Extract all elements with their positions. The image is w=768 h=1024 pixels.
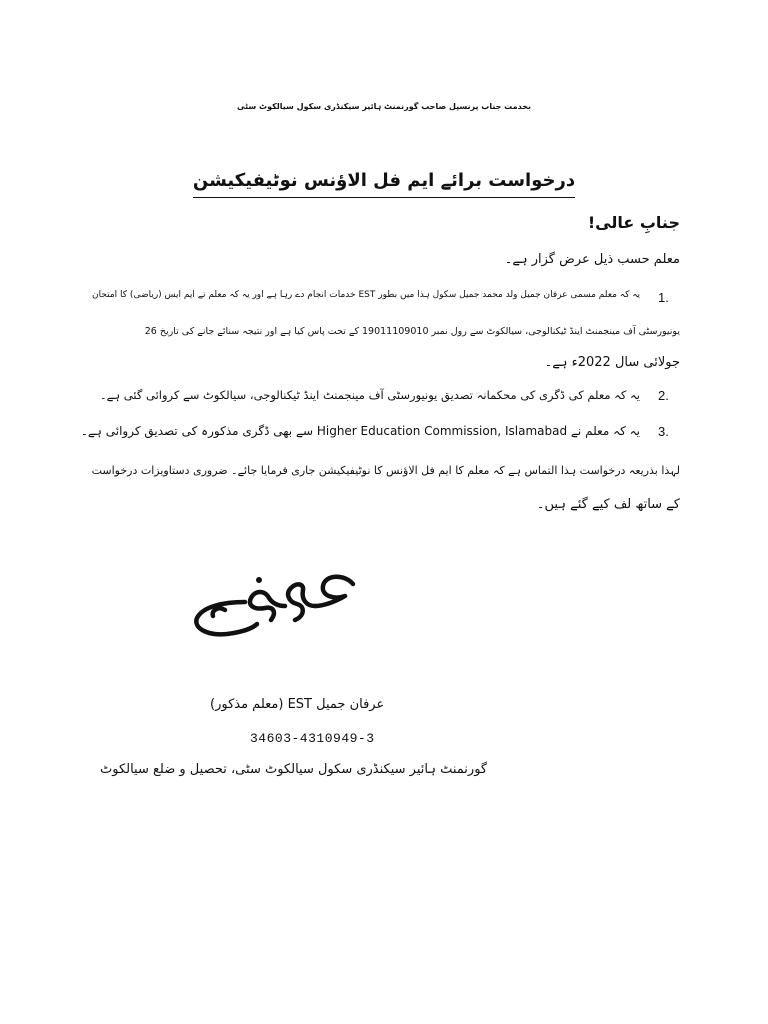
item-1-line-3: جولائی سال 2022ء ہے۔ xyxy=(544,355,680,370)
sender-name: عرفان جمیل EST (معلم مذکور) xyxy=(210,697,385,712)
item-2-number: 2. xyxy=(658,388,669,403)
request-line-1: لہذا بذریعہ درخواست ہذا التماس ہے کہ معلم کا ایم فل الاؤنس کا نوٹیفیکیشن جاری فرمایا جائے۔ ضروری دستاویزات درخواست xyxy=(91,464,680,477)
item-1-number: 1. xyxy=(658,290,669,305)
subject-line: درخواست برائے ایم فل الاؤنس نوٹیفیکیشن xyxy=(193,170,575,198)
subject-container xyxy=(0,170,768,198)
request-line-2: کے ساتھ لف کیے گئے ہیں۔ xyxy=(536,497,680,512)
item-3-line-1: یہ کہ معلم نے Higher Education Commission, Islamabad سے بھی ڈگری مذکورہ کی تصدیق کروائی ہے۔ xyxy=(80,424,640,438)
salutation: جنابِ عالی! xyxy=(587,213,680,232)
item-1-line-2: یونیورسٹی آف مینجمنٹ اینڈ ٹیکنالوجی، سیالکوٹ سے رول نمبر 19011109010 کے تحت پاس کیا ہے اور نتیجہ سنائے جانے کی تاریخ 26 xyxy=(144,326,680,337)
item-1-line-1: یہ کہ معلم مسمی عرفان جمیل ولد محمد جمیل سکول ہذا میں بطور EST خدمات انجام دے رہا ہے اور یہ کہ معلم نے ایم ایس (ریاضی) کا امتحان xyxy=(91,290,640,300)
addressee-heading: بخدمت جناب پرنسپل صاحب گورنمنٹ ہائیر سیکنڈری سکول سیالکوٹ سٹی xyxy=(237,102,531,111)
handwritten-signature xyxy=(185,562,365,662)
intro-line: معلم حسب ذیل عرض گزار ہے۔ xyxy=(504,252,680,267)
item-3-number: 3. xyxy=(658,424,669,439)
sender-cnic: 34603-4310949-3 xyxy=(250,731,375,746)
sender-address: گورنمنٹ ہائیر سیکنڈری سکول سیالکوٹ سٹی، تحصیل و ضلع سیالکوٹ xyxy=(100,762,488,777)
item-2-line-1: یہ کہ معلم کی ڈگری کی محکمانہ تصدیق یونیورسٹی آف مینجمنٹ اینڈ ٹیکنالوجی، سیالکوٹ سے کروائی گئی ہے۔ xyxy=(99,388,640,402)
